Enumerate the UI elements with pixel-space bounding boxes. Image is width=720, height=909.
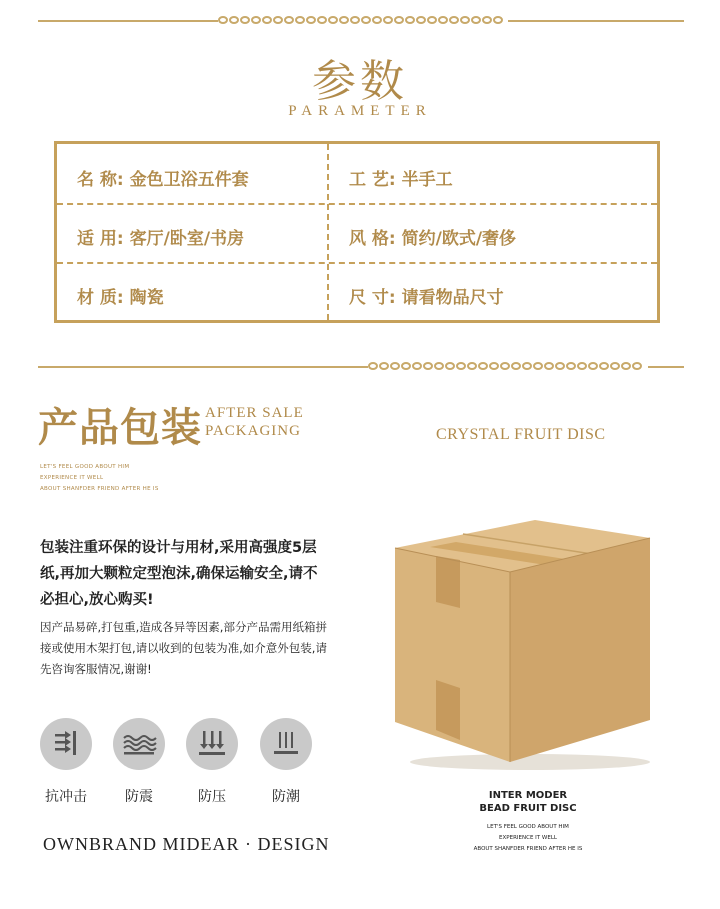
chain-link — [577, 362, 587, 370]
chain-link — [412, 362, 422, 370]
page-subtitle: PARAMETER — [288, 103, 432, 119]
chain-link — [471, 16, 481, 24]
chain-link — [379, 362, 389, 370]
tiny-caption: EXPERIENCE IT WELL — [40, 475, 104, 481]
chain-link — [306, 16, 316, 24]
shockproof-icon — [113, 718, 165, 770]
chain-link — [240, 16, 250, 24]
packaging-para2-line: 接或使用木架打包,请以收到的包装为准,如介意外包装,请 — [40, 641, 327, 655]
chain-link — [489, 362, 499, 370]
chain-link — [533, 362, 543, 370]
chain-link — [621, 362, 631, 370]
page-title: 参数 — [312, 56, 408, 107]
brand-footer: OWNBRAND MIDEAR · DESIGN — [43, 834, 330, 854]
chain-link — [449, 16, 459, 24]
chain-link — [295, 16, 305, 24]
chain-link — [555, 362, 565, 370]
chain-link — [544, 362, 554, 370]
spec-cell-material: 材 质: 陶瓷 — [77, 288, 164, 308]
chain-link — [632, 362, 642, 370]
pressure-proof-icon — [186, 718, 238, 770]
packaging-para1-line: 必担心,放心购买! — [40, 592, 154, 608]
chain-link — [416, 16, 426, 24]
packaging-para1-line: 包装注重环保的设计与用材,采用高强度5层 — [40, 540, 317, 556]
table-divider — [57, 203, 657, 205]
spec-table — [54, 141, 660, 323]
chain-link — [361, 16, 371, 24]
chain-link — [284, 16, 294, 24]
chain-link — [522, 362, 532, 370]
chain-link — [405, 16, 415, 24]
chain-link — [394, 16, 404, 24]
table-divider — [57, 262, 657, 264]
crystal-caption: CRYSTAL FRUIT DISC — [436, 426, 606, 443]
chain-link — [339, 16, 349, 24]
feature-label-pressure-proof: 防压 — [198, 789, 226, 805]
mid-rule-right — [648, 366, 684, 368]
feature-label-anti-impact: 抗冲击 — [45, 789, 87, 805]
feature-label-moisture-proof: 防潮 — [272, 789, 300, 805]
packaging-title: 产品包装 — [38, 405, 202, 451]
chain-link — [438, 16, 448, 24]
feature-label-shockproof: 防震 — [125, 789, 153, 805]
chain-link — [273, 16, 283, 24]
spec-cell-style: 风 格: 简约/欧式/奢侈 — [349, 229, 517, 249]
box-caption-line2: BEAD FRUIT DISC — [479, 803, 577, 814]
chain-link — [383, 16, 393, 24]
chain-link — [599, 362, 609, 370]
packaging-para2-line: 先咨询客服情况,谢谢! — [40, 662, 152, 676]
chain-link — [456, 362, 466, 370]
tiny-caption: ABOUT SHANFDER FRIEND AFTER HE IS — [40, 486, 159, 492]
top-chain-ornament — [218, 16, 503, 24]
spec-cell-craft: 工 艺: 半手工 — [349, 170, 453, 190]
moisture-proof-icon — [260, 718, 312, 770]
chain-link — [434, 362, 444, 370]
chain-link — [478, 362, 488, 370]
chain-link — [482, 16, 492, 24]
chain-link — [493, 16, 503, 24]
anti-impact-icon — [40, 718, 92, 770]
chain-link — [566, 362, 576, 370]
chain-link — [317, 16, 327, 24]
mid-rule-left — [38, 366, 368, 368]
mid-chain-ornament — [368, 362, 642, 370]
top-rule-left — [38, 20, 218, 22]
box-caption-line1: INTER MODER — [488, 790, 568, 801]
box-tiny-caption: EXPERIENCE IT WELL — [499, 835, 557, 841]
packaging-en-line2: PACKAGING — [205, 423, 301, 439]
spec-cell-usage: 适 用: 客厅/卧室/书房 — [77, 229, 245, 249]
chain-link — [427, 16, 437, 24]
chain-link — [229, 16, 239, 24]
chain-link — [445, 362, 455, 370]
spec-cell-size: 尺 寸: 请看物品尺寸 — [349, 288, 504, 308]
chain-link — [500, 362, 510, 370]
chain-link — [467, 362, 477, 370]
top-rule-right — [508, 20, 684, 22]
chain-link — [368, 362, 378, 370]
chain-link — [328, 16, 338, 24]
chain-link — [423, 362, 433, 370]
chain-link — [610, 362, 620, 370]
chain-link — [262, 16, 272, 24]
chain-link — [218, 16, 228, 24]
tiny-caption: LET'S FEEL GOOD ABOUT HIM — [40, 464, 130, 470]
box-tiny-caption: ABOUT SHANFDER FRIEND AFTER HE IS — [473, 846, 583, 852]
box-tiny-caption: LET'S FEEL GOOD ABOUT HIM — [487, 824, 569, 830]
chain-link — [350, 16, 360, 24]
chain-link — [372, 16, 382, 24]
chain-link — [251, 16, 261, 24]
chain-link — [401, 362, 411, 370]
packaging-para1-line: 纸,再加大颗粒定型泡沫,确保运输安全,请不 — [40, 566, 318, 582]
chain-link — [511, 362, 521, 370]
cardboard-box-image — [380, 490, 670, 780]
table-divider — [327, 144, 329, 320]
spec-cell-name: 名 称: 金色卫浴五件套 — [77, 170, 249, 190]
chain-link — [588, 362, 598, 370]
chain-link — [390, 362, 400, 370]
packaging-en-line1: AFTER SALE — [205, 405, 304, 421]
packaging-para2-line: 因产品易碎,打包重,造成各异等因素,部分产品需用纸箱拼 — [40, 620, 327, 634]
chain-link — [460, 16, 470, 24]
